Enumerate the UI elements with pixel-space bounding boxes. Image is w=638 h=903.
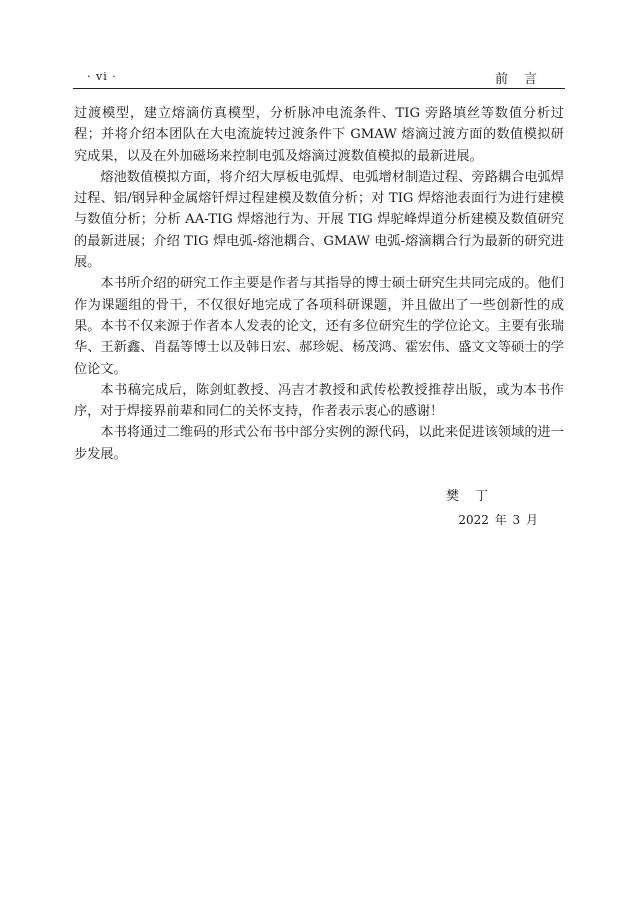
paragraph-research-team: 本书所介绍的研究工作主要是作者与其指导的博士硕士研究生共同完成的。他们作为课题组的骨干，不仅很好地完成了各项科研课题，并且做出了一些创新性的成果。本书不仅来源于作者本人发表的论文，还有多位研究生的学位论文。主要有张瑞华、王新鑫、肖磊等博士以及韩日宏、郝珍妮、杨茂鸿、霍宏伟、盛文文等硕士的学位论文。 (74, 276, 564, 377)
running-head: 前言 (494, 72, 553, 87)
author-name: 樊丁 (445, 489, 504, 504)
paragraph-continued: 过渡模型，建立熔滴仿真模型，分析脉冲电流条件、TIG 旁路填丝等数值分析过程；并将介绍本团队在大电流旋转过渡条件下 GMAW 熔滴过渡方面的数值模拟研究成果，以及在外加磁场来控制电弧及熔滴过渡数值模拟的最新进展。 (74, 106, 564, 164)
paragraph-acknowledgement: 本书稿完成后，陈剑虹教授、冯吉才教授和武传松教授推荐出版，或为本书作序，对于焊接界前辈和同仁的关怀支持，作者表示衷心的感谢！ (74, 382, 564, 420)
page-number: · vi · (87, 70, 117, 83)
paragraph-source-code: 本书将通过二维码的形式公布书中部分实例的源代码，以此来促进该领域的进一步发展。 (74, 425, 564, 462)
body-text (74, 103, 564, 465)
paragraph-melt-pool: 熔池数值模拟方面，将介绍大厚板电弧焊、电弧增材制造过程、旁路耦合电弧焊过程、铝/钢异种金属熔钎焊过程建模及数值分析；对 TIG 焊熔池表面行为进行建模与数值分析；分析 AA-TIG 焊熔池行为、开展 TIG 焊驼峰焊道分析建模及数值研究的最新进展；介绍 TIG 焊电弧-熔池耦合、GMAW 电弧-熔滴耦合行为最新的研究进展。 (74, 169, 564, 271)
signature-date: 2022 年 3 月 (458, 513, 538, 527)
page-header (73, 68, 565, 89)
